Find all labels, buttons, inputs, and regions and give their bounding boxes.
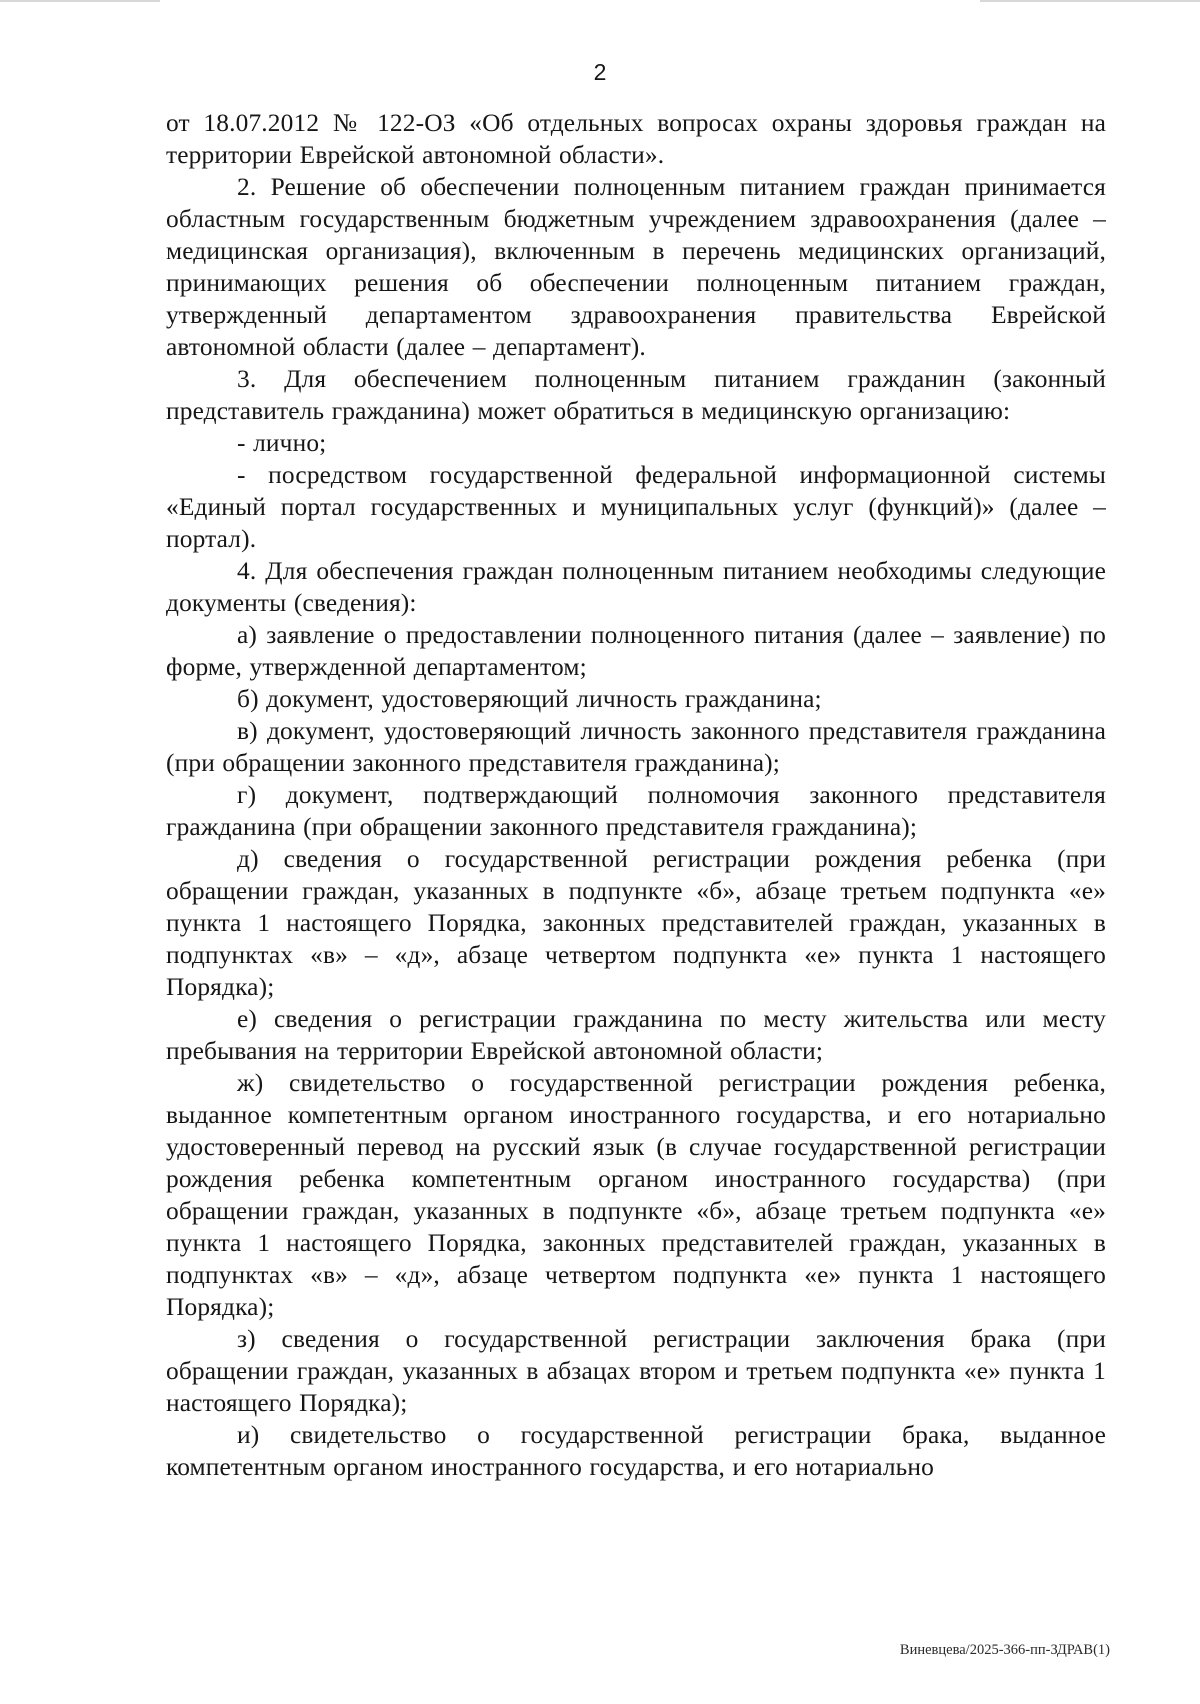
list-item-in-person: - лично; [237,429,327,457]
subitem-d: д) сведения о государственной регистрации рождения ребенка (при обращении граждан, указанных в подпункте «б», абзаце третьем подпункта «е» пункта 1 настоящего Порядка, законных представителей граждан, указанных в подпунктах «в» – «д», абзаце четвертом подпункта «е» пункта 1 настоящего Порядка); [166,845,1106,1001]
paragraph-item-2: 2. Решение об обеспечении полноценным питанием граждан принимается областным государственным бюджетным учреждением здравоохранения (далее – медицинская организация), включенным в перечень медицинских организаций, принимающих решения об обеспечении полноценным питанием граждан, утвержденный департаментом здравоохранения правительства Еврейской автономной области (далее – департамент). [166,173,1106,361]
footer-document-code: Виневцева/2025-366-пп-ЗДРАВ(1) [899,1642,1110,1658]
subitem-i: и) свидетельство о государственной регистрации брака, выданное компетентным органом иностранного государства, и его нотариально [166,1421,1106,1481]
page-number: 2 [593,59,607,85]
subitem-v: в) документ, удостоверяющий личность законного представителя гражданина (при обращении законного представителя гражданина); [166,717,1106,777]
paragraph-item-4: 4. Для обеспечения граждан полноценным питанием необходимы следующие документы (сведения): [166,557,1106,617]
subitem-g: г) документ, подтверждающий полномочия законного представителя гражданина (при обращении законного представителя гражданина); [166,781,1106,841]
scan-edge-mark [980,0,1200,2]
subitem-e: е) сведения о регистрации гражданина по месту жительства или месту пребывания на территории Еврейской автономной области; [166,1005,1106,1065]
subitem-z: з) сведения о государственной регистрации заключения брака (при обращении граждан, указанных в абзацах втором и третьем подпункта «е» пункта 1 настоящего Порядка); [166,1325,1106,1417]
subitem-zh: ж) свидетельство о государственной регистрации рождения ребенка, выданное компетентным органом иностранного государства, и его нотариально удостоверенный перевод на русский язык (в случае государственной регистрации рождения ребенка компетентным органом иностранного государства) (при обращении граждан, указанных в подпункте «б», абзаце третьем подпункта «е» пункта 1 настоящего Порядка, законных представителей граждан, указанных в подпунктах «в» – «д», абзаце четвертом подпункта «е» пункта 1 настоящего Порядка); [166,1069,1106,1321]
subitem-b: б) документ, удостоверяющий личность гражданина; [237,685,822,713]
document-body [166,107,1106,1483]
scan-edge-mark [0,0,160,2]
paragraph-item-3: 3. Для обеспечением полноценным питанием гражданин (законный представитель гражданина) может обратиться в медицинскую организацию: [166,365,1106,425]
list-item-portal: - посредством государственной федеральной информационной системы «Единый портал государственных и муниципальных услуг (функций)» (далее – портал). [166,461,1106,553]
subitem-a: а) заявление о предоставлении полноценного питания (далее – заявление) по форме, утвержденной департаментом; [166,621,1106,681]
paragraph-continuation: от 18.07.2012 № 122-ОЗ «Об отдельных вопросах охраны здоровья граждан на территории Еврейской автономной области». [166,109,1106,169]
